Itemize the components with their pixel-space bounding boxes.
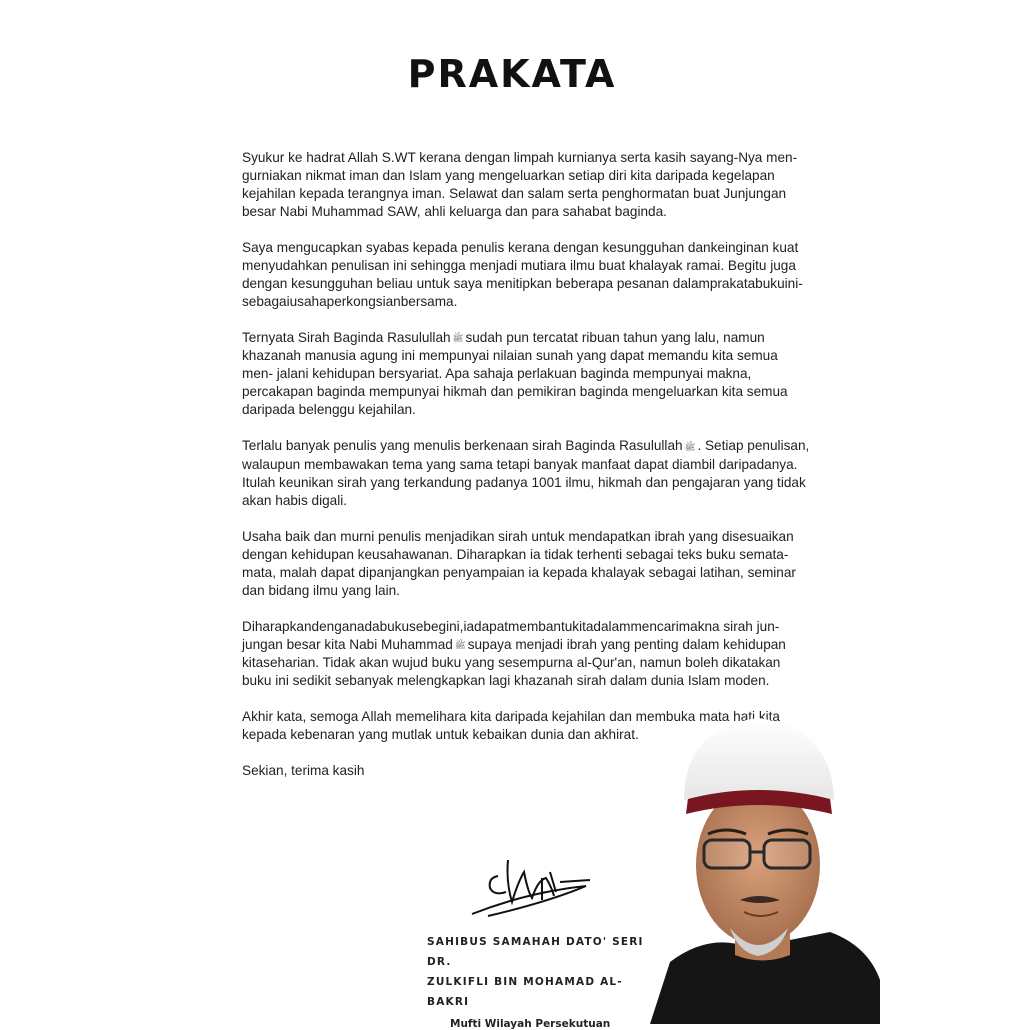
paragraph-5: Usaha baik dan murni penulis menjadikan sirah untuk mendapatkan ibrah yang disesuaikan dengan kehidupan keusahawanan. Diharapkan ia tidak terhenti sebagai teks buku semata-mata, malah dapat dipanjangkan penyampaian ia kepada khalayak sebagai latihan, seminar dan bidang ilmu yang lain.: [242, 528, 796, 598]
salawat-icon: ﷺ: [452, 333, 464, 344]
paragraph-4-part-1: Terlalu banyak penulis yang menulis berkenaan sirah Baginda Rasulullah: [242, 438, 683, 454]
paragraph-3-part-2: sudah pun tercatat ribuan tahun yang lalu, namun khazanah manusia agung ini mempunyai nilaian sunah yang dapat memandu kita semua men- jalani kehidupan bersyariat. Apa sahaja perlakuan baginda mempunyai makna, percakapan baginda mempunyai hikmah dan pemikiran baginda mengeluarkan kita semua daripada belenggu kejahilan.: [242, 330, 788, 418]
paragraph-6: [242, 618, 810, 690]
signatory-block: [405, 932, 665, 1030]
paragraph-6-part-1: Diharapkandenganadabukusebegini,iadapatmembantukitadalammencarimakna sirah jun- jungan besar kita Nabi Muhammad: [242, 618, 780, 652]
page-title: PRAKATA: [407, 52, 617, 96]
signatory-name-line-2: ZULKIFLI BIN MOHAMAD AL-BAKRI: [427, 976, 623, 1008]
paragraph-4-part-2: . Setiap penulisan, walaupun membawakan tema yang sama tetapi banyak manfaat dapat diambil daripadanya. Itulah keunikan sirah yang terkandung padanya 1001 ilmu, hikmah dan pengajaran yang tidak akan habis digali.: [242, 438, 810, 508]
paragraph-3: [242, 329, 810, 419]
salawat-icon: ﷺ: [454, 640, 466, 651]
paragraph-8: Sekian, terima kasih: [242, 763, 365, 779]
paragraph-2: Saya mengucapkan syabas kepada penulis kerana dengan kesungguhan dankeinginan kuat menyudahkan penulisan ini sehingga menjadi mutiara ilmu buat khalayak ramai. Begitu juga dengan kesungguhan beliau untuk saya menitipkan beberapa pesanan dalamprakatabukuini- sebagaiusahaperkongsianbersama.: [242, 240, 803, 309]
paragraph-6-part-2: supaya menjadi ibrah yang penting dalam kehidupan kitaseharian. Tidak akan wujud buku yang sesempurna al-Qur'an, namun boleh dikatakan buku ini sedikit sebanyak melengkapkan lagi khazanah sirah dalam dunia Islam moden.: [242, 636, 786, 689]
signatory-name-line-1: SAHIBUS SAMAHAH DATO' SERI DR.: [427, 936, 644, 968]
paragraph-7: Akhir kata, semoga Allah memelihara kita daripada kejahilan dan membuka mata hati kita kepada kebenaran yang mutlak untuk kebaikan dunia dan akhirat.: [242, 709, 780, 743]
signatory-role: Mufti Wilayah Persekutuan: [450, 1018, 611, 1030]
salawat-icon: ﷺ: [684, 441, 696, 452]
signature: [468, 852, 598, 922]
cap: [684, 718, 834, 800]
paragraph-1: Syukur ke hadrat Allah S.WT kerana dengan limpah kurnianya serta kasih sayang-Nya men- gurniakan nikmat iman dan Islam yang mengeluarkan setiap diri kita daripada kegelapan kejahilan kepada terangnya iman. Selawat dan salam serta penghormatan buat Junjungan besar Nabi Muhammad SAW, ahli keluarga dan para sahabat baginda.: [242, 150, 798, 219]
portrait-photo: [640, 700, 880, 1024]
paragraph-3-part-1: Ternyata Sirah Baginda Rasulullah: [242, 330, 451, 345]
paragraph-4: [242, 437, 810, 509]
